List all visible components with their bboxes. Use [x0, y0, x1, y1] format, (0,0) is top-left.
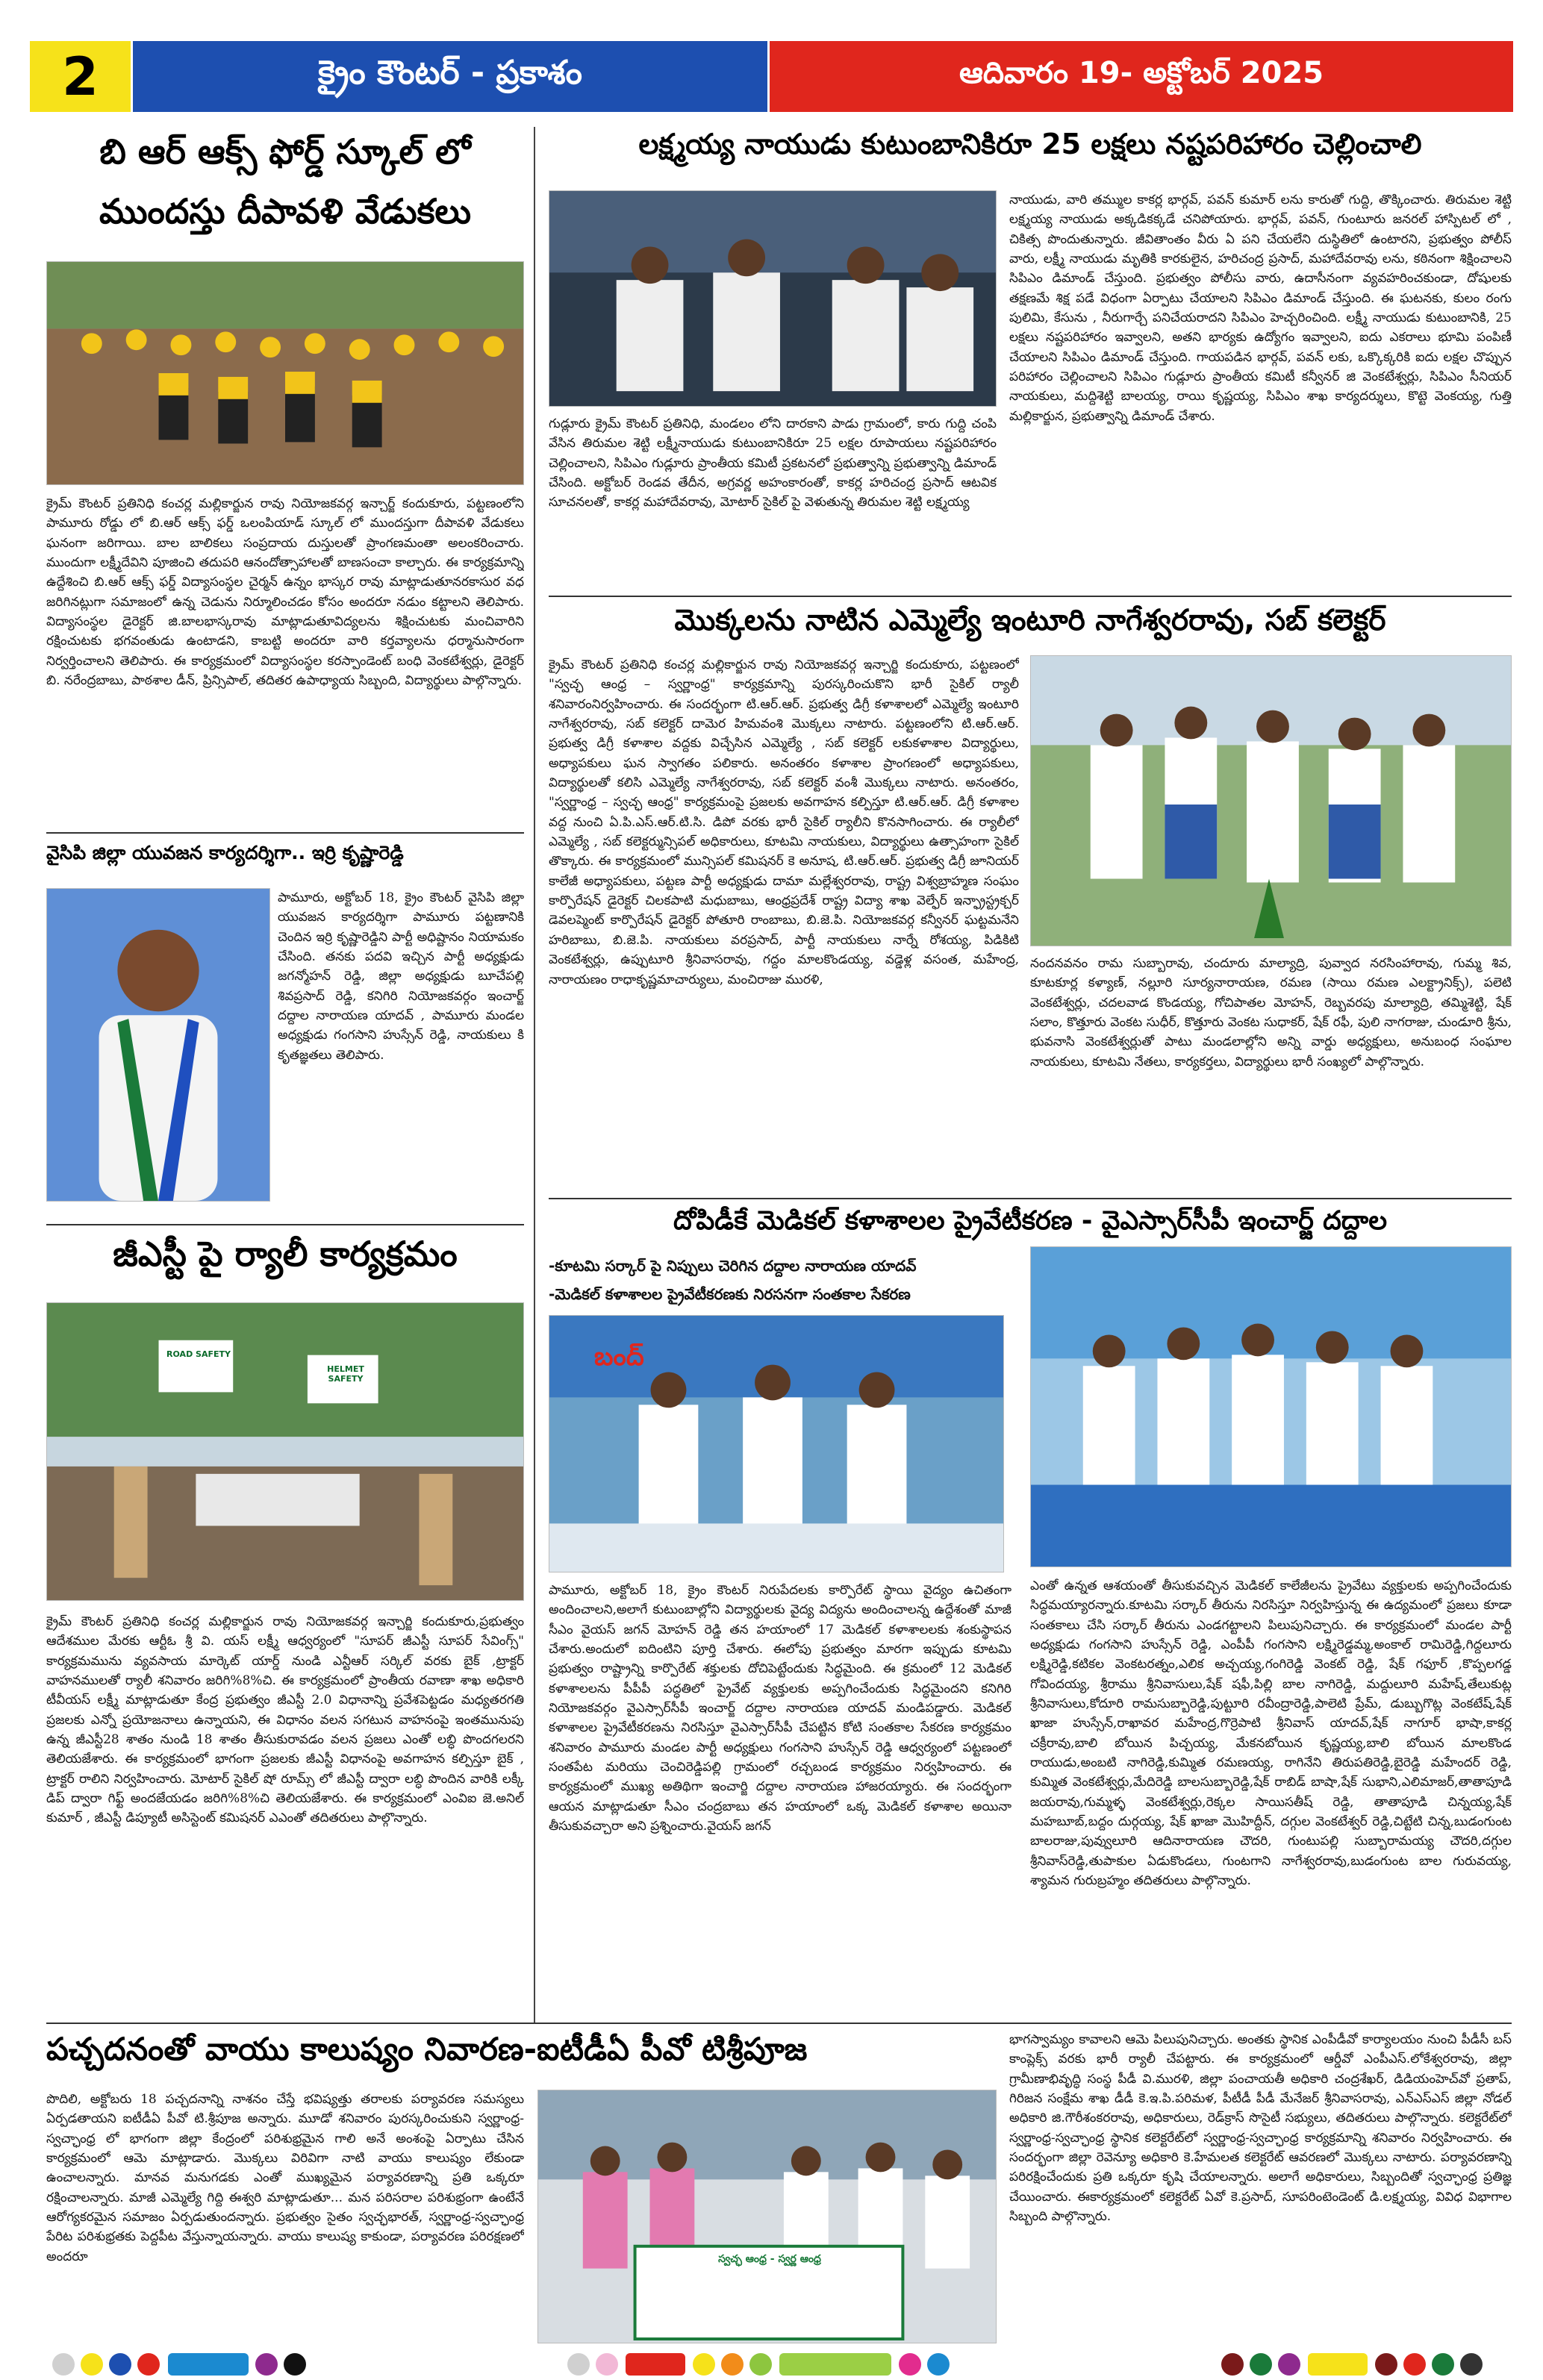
- reg-bar: [626, 2353, 685, 2376]
- gst-rally-photo: [46, 1302, 524, 1601]
- medical-body-col1: పామూరు, అక్టోబర్ 18, క్రైం కౌంటర్ నిరుపేదలకు కార్పొరేట్ స్థాయి వైద్యం ఉచితంగా అందించాలని,అలాగే కుటుంబాల్లోని విద్యార్థులకు వైద్య విద్యను అందించాలన్న ఉద్దేశంతో మాజీ సీఎం వైయస్ జగన్ మోహన్ రెడ్డి తన హయాంలో 17 మెడికల్ కళాశాలలకు శంకుస్థాపన చేశారు.అందులో ఐదింటిని పూర్తి చేశారు. ఈలోపు ప్రభుత్వం మారగా ఇప్పుడు కూటమి ప్రభుత్వం రాష్ట్రాన్ని కార్పొరేట్ శక్తులకు దోచిపెట్టేందుకు సిద్ధమైంది. ఈ క్రమంలో 12 మెడికల్ కళాశాలలను పీపీపీ పద్ధతిలో ప్రైవేట్ వ్యక్తులకు అప్పగించేందుకు సిద్ధమైందని కనిగిరి నియోజకవర్గం వైఎస్సార్‌సీపీ ఇంచార్జ్ దద్దాల నారాయణ యాదవ్ మండిపడ్డారు. మెడికల్ కళాశాలల ప్రైవేటీకరణను నిరసిస్తూ వైఎస్సార్‌సీపీ చేపట్టిన కోటి సంతకాల సేకరణ కార్యక్రమం శనివారం పామూరు మండల పార్టీ అధ్యక్షులు గంగసాని హుస్సేన్ రెడ్డి ఆధ్వర్యంలో పట్టణంలో సంతపేట మరియు చెంచిరెడ్డిపల్లి గ్రామంలో రచ్చబండ కార్యక్రమం నిర్వహించారు. ఈ కార్యక్రమంలో ముఖ్య అతిథిగా ఇంచార్జి దద్దాల నారాయణ హాజరయ్యారు. ఈ సందర్భంగా ఆయన మాట్లాడుతూ సీఎం చంద్రబాబు తన హయాంలో ఒక్క మెడికల్ కళాశాల అయినా తీసుకువచ్చారా అని ప్రశ్నించారు.వైయస్ జగన్: [549, 1583, 1011, 1834]
- reg-dot: [1460, 2353, 1483, 2376]
- air-pollution-headline: పచ్చదనంతో వాయు కాలుష్యం నివారణ-ఐటీడీఏ పీవో టిశ్రీపూజ: [46, 2031, 808, 2067]
- saplings-body-col1: క్రైమ్ కౌంటర్ ప్రతినిధి కంచర్ల మల్లికార్జున రావు నియోజకవర్గ ఇన్చార్జి కందుకూరు, పట్టణంలో "స్వచ్ఛ ఆంధ్ర – స్వర్ణాంధ్ర" కార్యక్రమాన్ని పురస్కరించుకొని భారీ సైకిల్ ర్యాలీ శనివారంనిర్వహించారు. ఈ సందర్భంగా టి.ఆర్.ఆర్. ప్రభుత్వ డిగ్రీ కళాశాలలో ఎమ్మెల్యే ఇంటూరి నాగేశ్వరరావు, సబ్ కలెక్టర్ దామెర హిమవంశి మొక్కలు నాటారు. పట్టణంలోని టి.ఆర్.ఆర్. ప్రభుత్వ డిగ్రీ కళాశాల వద్దకు విచ్చేసిన ఎమ్మెల్యే , సబ్ కలెక్టర్ లకుకళాశాల విద్యార్థులు, అధ్యాపకులు ఘన స్వాగతం పలికారు. అనంతరం కళాశాల ప్రాంగణంలో అధ్యాపకులు, విద్యార్థులతో కలిసి ఎమ్మెల్యే నాగేశ్వరరావు, సబ్ కలెక్టర్ వంశీ మొక్కలు నాటారు. అనంతరం, "స్వర్ణాంధ్ర – స్వచ్ఛ ఆంధ్ర" కార్యక్రమంపై ప్రజలకు అవగాహన కల్పిస్తూ టి.ఆర్.ఆర్. డిగ్రీ కళాశాల వద్ద నుంచి ఏ.పి.ఎస్.ఆర్.టి.సి. డిపో వరకు భారీ సైకిల్ ర్యాలీని కొనసాగించారు. ఈ ర్యాలీలో ఎమ్మెల్యే , సబ్ కలెక్టర్మున్సిపల్ అధికారులు, కూటమి నాయకులు, విద్యార్థులు ఉత్సాహంగా సైకిల్ తొక్కారు. ఈ కార్యక్రమంలో మున్సిపల్ కమిషనర్ కె అనూష, టి.ఆర్.ఆర్. ప్రభుత్వ డిగ్రీ జూనియర్ కాలేజీ అధ్యాపకులు, పట్టణ పార్టీ అధ్యక్షుడు దామా మల్లేశ్వరరావు, రాష్ట్ర విశ్వబ్రాహ్మణ సంఘం కార్పొరేషన్ డైరెక్టర్ చిలకపాటి మధుబాబు, ఆంధ్రప్రదేశ్ రాష్ట్ర విద్యా శాఖ వెల్ఫేర్ ఇన్ఫ్రాస్ట్రక్చర్ డెవలప్మెంట్ కార్పొరేషన్ డైరెక్టర్ పోతూరి రాంబాబు, బి.జె.పి. నియోజకవర్గ కన్వీనర్ ఘట్టమనేని హరిబాబు, బి.జె.పి. నాయకులు వరప్రసాద్, పార్టీ నాయకులు నార్నే రోశయ్య, పిడికిటి వెంకటేశ్వర్లు, ఉప్పుటూరి శ్రీనివాసరావు, గద్దం మాలకొండయ్య, వడ్డెళ్ల వసంత, మహేంద్ర, నారాయణం రాధాకృష్ణమాచార్యులు, మంచిరాజు మురళి,: [549, 658, 1019, 987]
- diwali-headline-line2: ముందస్తు దీపావళి వేడుకలు: [99, 191, 472, 231]
- saplings-photo: [1030, 655, 1512, 946]
- gst-body: క్రైమ్ కౌంటర్ ప్రతినిధి కంచర్ల మల్లికార్జున రావు నియోజకవర్గ ఇన్చార్జి కందుకూరు,ప్రభుత్వం ఆదేశముల మేరకు ఆర్టీఓ శ్రీ వి. యస్ లక్ష్మీ ఆధ్వర్యంలో "సూపర్ జీఎస్టీ సూపర్ సేవింగ్స్" కార్యక్రమమును వ్యవసాయ మార్కెట్ యార్డ్ నుండి ఎన్టీఆర్ సర్కిల్ వరకు బైక్ ,ట్రాక్టర్ వాహనములతో ర్యాలీ శనివారం జరిగి%8%చి. ఈ కార్యక్రమంలో ప్రాంతీయ రవాణా శాఖ అధికారి టీవీయస్ లక్ష్మీ మాట్లాడుతూ కేంద్ర ప్రభుత్వం జీఎస్టీ 2.0 విధానాన్ని ప్రవేశపెట్టడం మధ్యతరగతి ప్రజలకు ఎన్నో ప్రయోజనాలు ఉన్నాయని, ఈ విధానం వలన సగటున వాహనంపై ఇంతమునుపు ఉన్న జీఎస్టీ28 శాతం నుండి 18 శాతం తీసుకురావడం వలన ప్రజలు ఎంతో లబ్ధి పొందగలరని తెలియజేశారు. ఈ కార్యక్రమంలో భాగంగా ప్రజలకు జీఎస్టీ విధానంపై అవగాహన కల్పిస్తూ బైక్ , ట్రాక్టర్ రాలిని నిర్వహించారు. మోటార్ సైకిల్ షో రూమ్స్ లో జీఎస్టీ ద్వారా లబ్ధి పొందిన వారికి లక్కీ డిప్ ద్వారా గిఫ్ట్ అందజేయడం జరిగి%8%చి తెలియజేశారు. ఈ కార్యక్రమంలో ఎంవిఐ జె.అనిల్ కుమార్ , జీఎస్టీ డిప్యూటీ అసిస్టెంట్ కమిషనర్ ఎఎంతో తదితరులు పాల్గొన్నారు.: [46, 1614, 524, 1826]
- compensation-photo: [549, 190, 997, 407]
- reg-dot: [81, 2353, 103, 2376]
- divider: [46, 1224, 524, 1225]
- air-pollution-body-col2: భాగస్వామ్యం కావాలని ఆమె పిలుపునిచ్చారు. అంతకు స్థానిక ఎంపీడీవో కార్యాలయం నుంచి పీడీసీ బస్ కాంప్లెక్స్ వరకు భారీ ర్యాలీ చేపట్టారు. ఈ కార్యక్రమంలో ఆర్డీవో ఎంపీఎస్.లోకేశ్వరరావు, జిల్లా గ్రామీణాభివృద్ధి సంస్థ పీడీ వి.మురళి, జిల్లా పంచాయతీ అధికారి చంద్రశేఖర్, డిడియంహెచ్‌వో ప్రతాప్, గిరిజన సంక్షేమ శాఖ డీడీ కె.ఇ.పి.పరిమళ, పీటీడీ పీడీ మేనేజర్ శ్రీనివాసరావు, ఎన్ఎస్ఎస్ జిల్లా నోడల్ అధికారి జి.గౌరీశంకరరావు, అధికారులు, రెడ్‌క్రాస్ సొసైటీ సభ్యులు, తదితరులు పాల్గొన్నారు. కలెక్టరేట్‌లో స్వర్ణాంధ్ర-స్వచ్ఛాంధ్ర స్థానిక కలెక్టరేట్‌లో స్వర్ణాంధ్ర-స్వచ్ఛాంధ్ర కార్యక్రమాన్ని శనివారం నిర్వహించారు. ఈ సందర్భంగా జిల్లా రెవెన్యూ అధికారి కె.హేమలత కలెక్టరేట్ ఆవరణలో మొక్కలు నాటారు. పర్యావరణాన్ని పరిరక్షించేందుకు ప్రతి ఒక్కరూ కృషి చేయాలన్నారు. అలాగే అధికారులు, సిబ్బందితో స్వచ్ఛాంధ్ర ప్రతిజ్ఞ చేయించారు. ఈకార్యక్రమంలో కలెక్టరేట్ ఏవో కె.ప్రసాద్, సూపరింటెండెంట్ డి.లక్ష్మయ్య, వివిధ విభాగాల సిబ్బంది పాల్గొన్నారు.: [1009, 2032, 1512, 2225]
- reg-dot: [1375, 2353, 1397, 2376]
- reg-dot: [284, 2353, 306, 2376]
- reg-dot: [137, 2353, 160, 2376]
- reg-dot: [567, 2353, 590, 2376]
- reg-dot: [52, 2353, 75, 2376]
- reg-dot: [1221, 2353, 1244, 2376]
- reg-dot: [693, 2353, 715, 2376]
- medical-meeting-photo: [1030, 1246, 1512, 1567]
- divider: [46, 2023, 1512, 2024]
- masthead-title: క్రైం కౌంటర్ - ప్రకాశం: [133, 41, 767, 112]
- divider: [549, 1198, 1512, 1199]
- reg-dot: [1432, 2353, 1454, 2376]
- page-number: 2: [30, 41, 131, 112]
- gst-headline: జీఎస్టీ పై ర్యాలీ కార్యక్రమం: [113, 1234, 458, 1274]
- reg-bar: [168, 2353, 249, 2376]
- saplings-body-col2: నందనవనం రామ సుబ్బారావు, చందూరు మాల్యాద్రి, పువ్వాద నరసింహారావు, గుమ్మ శివ, కూటకూర్ల కళ్యాణ్, నల్లూరి సూర్యనారాయణ, రమణ (సాయి రమణ ఎలక్ట్రానిక్స్), పలెటి వెంకటేశ్వర్లు, చదలవాడ కొండయ్య, గోచిపాతల మోహన్, రెబ్బవరపు మాల్యాద్రి, తమ్మిశెట్టి, షేక్ సలాం, కొత్తూరు వెంకట సుధీర్, కొత్తూరు వెంకట సుధాకర్, షేక్ రఫీ, పులి నాగరాజు, చుండూరి శ్రీను, భువనాసి వెంకటేశ్వర్లుతో పాటు మండలాల్లోని అన్ని వార్డు అధ్యక్షులు, అనుబంధ సంఘాల నాయకులు, కూటమి నేతలు, కార్యకర్తలు, విద్యార్థులు భారీ సంఖ్యలో పాల్గొన్నారు.: [1030, 956, 1512, 1069]
- medical-headline: దోపిడీకే మెడికల్ కళాశాలల ప్రైవేటీకరణ - వైఎస్సార్‌సీపీ ఇంచార్జ్ దద్దాల: [673, 1206, 1388, 1236]
- reg-bar: [779, 2353, 891, 2376]
- reg-dot: [721, 2353, 744, 2376]
- diwali-photo: [46, 261, 524, 485]
- reg-dot: [749, 2353, 772, 2376]
- medical-subhead-1: -కూటమి సర్కార్ పై నిప్పులు చెరిగిన దద్దాల నారాయణ యాదవ్: [549, 1257, 917, 1275]
- medical-subhead-2: -మెడికల్ కళాశాలల ప్రైవేటీకరణకు నిరసనగా సంతకాల సేకరణ: [549, 1285, 911, 1303]
- air-pollution-body-col1: పొదిలి, అక్టోబరు 18 పచ్చదనాన్ని నాశనం చేస్తే భవిష్యత్తు తరాలకు పర్యావరణ సమస్యలు ఏర్పడతాయని ఐటీడీఏ పీవో టి.శ్రీపూజ అన్నారు. మూడో శనివారం పురస్కరించుకుని స్వర్ణాంధ్ర-స్వచ్ఛాంధ్ర లో భాగంగా జిల్లా కేంద్రంలో పరిశుభ్రమైన గాలి అనే అంశంపై ఏర్పాటు చేసిన కార్యక్రమంలో ఆమె మాట్లాడారు. మొక్కలు విరివిగా నాటి వాయు కాలుష్యం లేకుండా ఉంచాలన్నారు. మానవ మనుగడకు ఎంతో ముఖ్యమైన పర్యావరణాన్ని ప్రతి ఒక్కరూ రక్షించాలన్నారు. మాజీ ఎమ్మెల్యే గిద్ది ఈశ్వరి మాట్లాడుతూ... మన పరిసరాల పరిశుభ్రంగా ఉంటేనే ఆరోగ్యకరమైన సమాజం ఏర్పడుతుందన్నారు. ప్రభుత్వం సైతం స్వచ్ఛభారత్, స్వర్ణాంధ్ర-స్వచ్ఛాంధ్ర పేరిట పరిశుభ్రతకు పెద్దపీట వేస్తున్నాయన్నారు. వాయు కాలుష్య కాకుండా, పర్యావరణ పరిరక్షణలో అందరూ: [46, 2092, 524, 2264]
- ysrcp-youth-headline: వైసిపి జిల్లా యువజన కార్యదర్శిగా.. ఇర్రి కృష్ణారెడ్డి: [46, 842, 404, 863]
- medical-signature-photo: [549, 1315, 1004, 1572]
- medical-body-col2: ఎంతో ఉన్నత ఆశయంతో తీసుకువచ్చిన మెడికల్ కాలేజీలను ప్రైవేటు వ్యక్తులకు అప్పగించేందుకు సిద్ధమయ్యారన్నారు.కూటమి సర్కార్ తీరును నిరసిస్తూ నిర్వహిస్తున్న ఈ ఉద్యమంలో ప్రజలు కూడా సంతకాలు చేసి సర్కార్ తీరును ఎండగట్టాలని పిలుపునిచ్చారు. ఈ కార్యక్రమంలో మండల పార్టీ అధ్యక్షుడు గంగసాని హుస్సేన్ రెడ్డి, ఎంపీపీ గంగసాని లక్ష్మిరెడ్డమ్మ,అంకాల్ రామిరెడ్డి,గిద్దలూరు లక్ష్మిరెడ్డి,కటికల వెంకటరత్నం,ఎలిక అచ్చయ్య,గంగిరెడ్డి వెంకట్ రెడ్డి, షేక్ గఫూర్ ,కొప్పలగడ్డ గోవిందయ్య, శ్రీరాము శ్రీనివాసులు,షేక్ షఫీ,పిల్లి బాల నాగిరెడ్డి, మద్దులూరి మహేష్,తేలుకుట్ల శ్రీనివాసులు,కోదూరి రామసుబ్బారెడ్డి,పుట్టూరి రవీంద్రారెడ్డి,పాలెటి ప్రేమ్, డుబ్బుగొట్ల వెంకటేష్,షేక్ ఖాజా హుస్సేన్,రాఖావర మహేంద్ర,గొర్రెపాటి శ్రీనివాస్ యాదవ్,షేక్ నాగూర్ భాషా,కాకర్ల చక్రీరావు,బాలి బోయిన పిచ్చయ్య, మేకనబోయిన కృష్ణయ్య,బాలి బోయిన మాలకొండ రాయుడు,అంబటి నాగిరెడ్డి,కుమ్మిత రమణయ్య, రాగినేని తిరుపతిరెడ్డి,బైరెడ్డి మహేందర్ రెడ్డి, కుమ్మిత వెంకటేశ్వర్లు,మేదిరెడ్డి బాలసుబ్బారెడ్డి,షేక్ రాబిడ్ బాషా,షేక్ సుభాని,ఎలిమాజర్,తాతాపూడి జయరావు,గుమ్మళ్ళ వెంకటేశ్వర్లు,రెక్కల సాయిసతీష్ రెడ్డి, తాతాపూడి చిన్నయ్య,షేక్ మహబూబ్,బద్దం దుర్గయ్య, షేక్ ఖాజా మొహిద్దీన్, దగ్గుల వెంకటేశ్వర్ రెడ్డి,చిట్టేటి చిన్న,బుడంగుంట బాలరాజు,పువ్వులూరి ఆదినారాయణ చౌదరి, గుంటుపల్లి సుబ్బారామయ్య చౌదరి,దగ్గుల శ్రీనివాస్‌రెడ్డి,తుపాకుల ఏడుకొండలు, గుంటగాని నాగేశ్వరరావు,బుడంగుంట బాల గురువయ్య, శ్యామన గురుబ్రహ్మం తదితరులు పాల్గొన్నారు.: [1030, 1578, 1512, 1889]
- compensation-body-col1: గుడ్లూరు క్రైమ్ కౌంటర్ ప్రతినిధి, మండలం లోని దారకాని పాడు గ్రామంలో, కారు గుద్ది చంపి వేసిన తిరుమల శెట్టి లక్ష్మీనాయుడు కుటుంబానికిరూ 25 లక్షల రూపాయలు నష్టపరిహారం చెల్లించాలని, సిపిఎం గుడ్లూరు ప్రాంతీయ కమిటీ ప్రకటనలో ప్రభుత్వాన్ని ప్రభుత్వాన్ని డిమాండ్ చేసింది. అక్టోబర్ రెండవ తేదీన, అగ్రవర్ణ అహంకారంతో, కాకర్ల హరిచంద్ర ప్రసాద్ ఆటవిక సూచనలతో, కాకర్ల మహాదేవరావు, మోటార్ సైకిల్ పై వెళుతున్న తిరుమల శెట్టి లక్ష్మయ్య: [549, 416, 997, 510]
- reg-dot: [596, 2353, 618, 2376]
- medical-photo-banner: బంద్: [594, 1342, 644, 1372]
- reg-dot: [1403, 2353, 1426, 2376]
- ysrcp-youth-body: పామూరు, అక్టోబర్ 18, క్రైం కౌంటర్ వైసిపి జిల్లా యువజన కార్యదర్శిగా పామూరు పట్టణానికి చెందిన ఇర్రి కృష్ణారెడ్డిని పార్టీ అధిష్టానం నియామకం చేసింది. తనకు పదవి ఇచ్చిన పార్టీ అధ్యక్షుడు జగన్మోహన్ రెడ్డి, జిల్లా అధ్యక్షుడు బూచేపల్లి శివప్రసాద్ రెడ్డి, కనిగిరి నియోజకవర్గం ఇంచార్జ్ దద్దాల నారాయణ యాదవ్ , పామూరు మండల అధ్యక్షుడు గంగసాని హుస్సేన్ రెడ్డి, నాయకులు కి కృతజ్ఞతలు తెలిపారు.: [278, 890, 524, 1063]
- reg-dot: [1250, 2353, 1272, 2376]
- saplings-headline: మొక్కలను నాటిన ఎమ్మెల్యే ఇంటూరి నాగేశ్వరరావు, సబ్ కలెక్టర్: [674, 604, 1386, 637]
- masthead-date: ఆదివారం 19- అక్టోబర్ 2025: [770, 41, 1513, 112]
- compensation-body-col2: నాయుడు, వారి తమ్ముల కాకర్ల భార్గవ్, పవన్ కుమార్ లను కారుతో గుద్ది, తొక్కించారు. తిరుమల శెట్టి లక్ష్మయ్య నాయుడు అక్కడికక్కడే చనిపోయారు. భార్గవ్, పవన్, గుంటూరు జనరల్ హాస్పిటల్ లో , చికిత్స పొందుతున్నారు. జీవితాంతం వీరు ఏ పని చేయలేని దుస్థితిలో ఉంటారని, ప్రభుత్వం పోలీస్ వారు, లక్ష్మీ నాయుడు మృతికి కారకులైన, హరిచంద్ర ప్రసాద్, మహాదేవరావు లను, కఠినంగా శిక్షించాలని సిపిఎం డిమాండ్ చేస్తుంది. ప్రభుత్వం పోలీసు వారు, ఉదాసీనంగా వ్యవహరించకుండా, దోషులకు తక్షణమే శిక్ష పడే విధంగా ఏర్పాటు చేయాలని సిపిఎం డిమాండ్ చేస్తుంది. ఈ ఘటనకు, కులం రంగు పులిమి, కేసును , నీరుగార్చే పనిచేయరాదని సిపిఎం హెచ్చరించింది. లక్ష్మీ నాయుడు కుటుంబానికి, 25 లక్షలు నష్టపరిహారం ఇవ్వాలని, అతని భార్యకు ఉద్యోగం ఇవ్వాలని, ఐదు ఎకరాలు భూమి పంపిణీ చేయాలని సిపిఎం డిమాండ్ చేస్తుంది. గాయపడిన భార్గవ్, పవన్ లకు, ఒక్కొక్కరికి ఐదు లక్షల చొప్పున పరిహారం చెల్లించాలని సిపిఎం గుడ్లూరు ప్రాంతీయ కమిటీ కన్వీనర్ జి వెంకటేశ్వర్లు, సిపిఎం సీనియర్ నాయకులు, మద్దిశెట్టి బాలయ్య, రాయి కృష్ణయ్య, సిపిఎం శాఖ కార్యదర్శులు, కొట్టె వెంకయ్య, గుత్తి మల్లికార్జున, ప్రభుత్వాన్ని డిమాండ్ చేశారు.: [1009, 193, 1512, 424]
- diwali-body: క్రైమ్ కౌంటర్ ప్రతినిధి కంచర్ల మల్లికార్జున రావు నియోజకవర్గ ఇన్చార్జ్ కందుకూరు, పట్టణంలోని పామూరు రోడ్డు లో బి.ఆర్ ఆక్స్ ఫర్డ్ ఒలంపియాడ్ స్కూల్ లో ముందస్తుగా దీపావళి వేడుకలు ఘనంగా జరిగాయి. బాల బాలికలు సంప్రదాయ దుస్తులతో ప్రాంగణమంతా అలంకరించారు. ముందుగా లక్ష్మీదేవిని పూజించి తదుపరి ఆనందోత్సాహాలతో బాణసంచా కాల్చారు. ఈ కార్యక్రమాన్ని ఉద్దేశించి బి.ఆర్ ఆక్స్ ఫర్డ్ విద్యాసంస్థల చైర్మన్ ఉన్నం భాస్కర రావు మాట్లాడుతూనరకాసుర వధ జరిగినట్లుగా సమాజంలో ఉన్న చెడును నిర్మూలించడం కోసం అందరూ నడుం కట్టాలని తెలిపారు. విద్యాసంస్థల డైరెక్టర్ జి.బాలభాస్కరావు మాట్లాడుతూవిద్యలను శిక్షించుటకు మంచివారిని రక్షించుటకు భగవంతుడు ఉంటాడని, కాబట్టి అందరూ వారి కర్తవ్యాలను ధర్మానుసారంగా నిర్వర్తించాలని తెలిపారు. ఈ కార్యక్రమంలో విద్యాసంస్థల కరస్పాండెంట్ బంధి వెంకటేశ్వర్లు, డైరెక్టర్ బి. నరేంద్రబాబు, పాఠశాల డీన్, ప్రిన్సిపాల్, తదితర ఉపాధ్యాయ సిబ్బంది, విద్యార్థులు పాల్గొన్నారు.: [46, 496, 524, 689]
- column-divider: [534, 127, 535, 2023]
- reg-dot: [1278, 2353, 1300, 2376]
- diwali-headline-line1: బి ఆర్ ఆక్స్ ఫోర్డ్ స్కూల్ లో: [99, 131, 471, 172]
- reg-dot: [109, 2353, 131, 2376]
- divider: [46, 832, 524, 834]
- krishnareddy-photo: [46, 888, 270, 1202]
- compensation-headline: లక్ష్మయ్య నాయుడు కుటుంబానికిరూ 25 లక్షలు నష్టపరిహారం చెల్లించాలి: [638, 128, 1422, 160]
- air-photo-banner: స్వచ్ఛ ఆంధ్ర - స్వర్ణ ఆంధ్ర: [718, 2253, 821, 2265]
- reg-dot: [899, 2353, 921, 2376]
- air-pollution-photo: [537, 2090, 997, 2343]
- divider: [549, 596, 1512, 597]
- reg-dot: [927, 2353, 950, 2376]
- color-registration-strip: [0, 2351, 1543, 2380]
- reg-dot: [255, 2353, 278, 2376]
- gst-flag-road-safety: ROAD SAFETY: [166, 1349, 231, 1359]
- gst-flag-helmet-safety: HELMET SAFETY: [327, 1364, 364, 1384]
- reg-bar: [1308, 2353, 1368, 2376]
